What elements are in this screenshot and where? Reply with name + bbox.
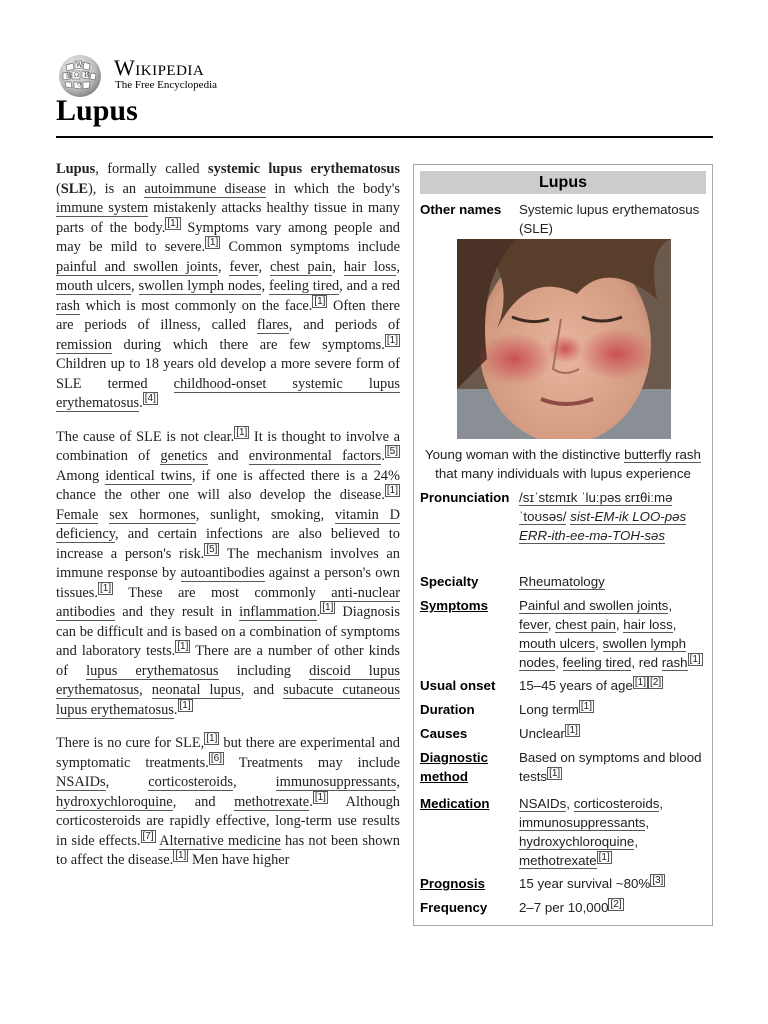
infobox-value-causes (519, 724, 706, 743)
text-run: Long term (519, 702, 579, 717)
infobox-label-causes: Causes (420, 726, 468, 741)
wiki-link[interactable]: NSAIDs (56, 774, 106, 790)
citation[interactable] (98, 582, 113, 595)
wiki-link[interactable]: subacute cutaneous lupus erythematosus (56, 682, 400, 718)
bold-term: SLE (60, 180, 88, 197)
text-run: , if one is affected there is a 24% chance the other one will also develop the disease. (56, 467, 400, 503)
citation[interactable] (320, 601, 335, 614)
text-run: Although corticosteroids are rapidly effective, long-term use results in side effects. (56, 793, 401, 849)
infobox-image-caption (420, 445, 706, 483)
svg-text:ウ: ウ (76, 82, 83, 89)
citation-link[interactable]: [1] (179, 699, 191, 711)
text-run: . (381, 448, 385, 464)
citation[interactable] (204, 732, 219, 745)
wiki-link[interactable]: hair loss (623, 617, 673, 632)
citation[interactable] (633, 676, 648, 689)
text-run: ( (56, 180, 61, 197)
infobox-label-prognosis[interactable]: Prognosis (420, 876, 486, 891)
citation[interactable] (547, 767, 562, 780)
text-run: including (218, 662, 310, 679)
text-run: Common symptoms include (220, 239, 400, 255)
infobox-label-specialty: Specialty (420, 574, 479, 589)
citation-link[interactable]: [1] (177, 641, 189, 653)
text-run: , (566, 796, 574, 811)
infobox-value-specialty (519, 572, 706, 591)
wiki-link[interactable]: /sɪˈstɛmɪk ˈluːpəs ɛrɪθiːməˈtoʊsəs/ (519, 490, 673, 524)
text-run: Based on symptoms and blood tests (519, 750, 702, 784)
wiki-link[interactable]: immune system (56, 200, 149, 216)
citation-link[interactable]: [1] (549, 767, 561, 779)
wikipedia-wordmark[interactable]: Wikipedia (114, 55, 205, 80)
wiki-link[interactable]: methotrexate (234, 793, 310, 810)
wiki-link[interactable]: fever (519, 617, 548, 632)
text-run: , (258, 258, 270, 275)
infobox-row-diagnostic-method (414, 748, 712, 786)
text-run: , (217, 258, 230, 275)
text-run: which is most commonly on the face. (79, 297, 313, 314)
citation-link[interactable]: [1] (206, 733, 218, 745)
citation[interactable] (175, 640, 190, 653)
wiki-link[interactable]: butterfly rash (624, 447, 701, 462)
text-run: ), is an (88, 180, 145, 197)
infobox-title: Lupus (420, 171, 706, 194)
citation[interactable] (205, 236, 220, 249)
text-run: , formally called (95, 161, 209, 177)
infobox-label-medication[interactable]: Medication (420, 796, 490, 811)
text-run: , and (240, 682, 284, 698)
wiki-link[interactable]: Alternative medicine (159, 832, 281, 849)
text-run: , (139, 682, 152, 698)
wiki-link[interactable]: immunosuppressants (519, 815, 646, 830)
wiki-link[interactable]: Rheumatology (519, 574, 605, 589)
citation-link[interactable]: [1] (580, 700, 592, 712)
text-run: against a person's own tissues. (56, 565, 400, 601)
text-run: , (105, 774, 149, 790)
citation[interactable] (178, 699, 193, 712)
article-body (56, 160, 400, 885)
citation-link[interactable]: [1] (314, 791, 326, 803)
citation-link[interactable]: [1] (598, 851, 610, 863)
infobox-value-prognosis (519, 874, 706, 893)
wiki-link[interactable]: NSAIDs (519, 796, 567, 811)
citation-link[interactable]: [1] (167, 217, 179, 229)
citation-link[interactable]: [1] (207, 237, 219, 249)
citation-link[interactable]: [1] (236, 426, 248, 438)
infobox-row-symptoms (414, 596, 712, 672)
text-run: Among (56, 467, 106, 484)
text-run: , sunlight, smoking, (195, 506, 335, 523)
infobox-value-symptoms (519, 596, 706, 672)
text-run (98, 507, 109, 523)
infobox-label-duration: Duration (420, 702, 475, 717)
citation-link[interactable]: [1] (386, 334, 398, 346)
infobox-value-frequency (519, 898, 706, 917)
wiki-link[interactable]: childhood-onset systemic lupus erythematosus (56, 375, 401, 411)
citation[interactable] (234, 426, 249, 439)
text-run: , (595, 636, 603, 651)
wiki-link[interactable]: mouth ulcers (519, 636, 596, 651)
text-run: Unclear (519, 726, 565, 741)
text-run: . (139, 395, 143, 411)
infobox-row-frequency (414, 898, 712, 917)
infobox-row-causes (414, 724, 712, 743)
svg-text:Ω: Ω (74, 72, 79, 79)
wiki-link[interactable]: chest pain (555, 617, 616, 632)
butterfly-rash-photo[interactable] (457, 239, 671, 439)
svg-text:W: W (76, 62, 83, 69)
text-run: in which the body's (266, 180, 400, 197)
wiki-link[interactable]: autoimmune disease (144, 180, 267, 197)
text-run: , (634, 834, 639, 849)
text-run: , (645, 815, 650, 830)
text-run: , (615, 617, 624, 632)
citation-link[interactable]: [3] (652, 874, 664, 886)
bold-term: Lupus (56, 161, 96, 177)
text-run: . (316, 604, 321, 620)
wiki-link[interactable]: mouth ulcers (56, 278, 132, 294)
wiki-link[interactable]: immunosuppressants (275, 774, 397, 790)
citation[interactable] (141, 830, 156, 843)
infobox-row-medication (414, 794, 712, 870)
text-run: , and (172, 793, 235, 810)
wiki-link[interactable]: painful and swollen joints (56, 258, 218, 275)
text-run: There are a number of other kinds of (56, 643, 400, 679)
citation[interactable] (312, 295, 327, 308)
wiki-link[interactable]: inflammation (239, 604, 317, 620)
infobox-label-diagnostic-method[interactable]: Diagnostic method (420, 750, 488, 784)
infobox-row-duration (414, 700, 712, 719)
title-divider (56, 136, 713, 138)
text-run: has not been shown to affect the disease. (56, 832, 400, 868)
wiki-link[interactable]: remission (56, 336, 112, 353)
text-run: mistakenly attacks healthy tissue in many parts of the body. (56, 200, 400, 236)
wiki-link[interactable]: sist-EM-ik LOO-pəs ERR-ith-ee-mə-TOH-səs (519, 509, 687, 543)
citation-link[interactable]: [5] (386, 446, 398, 458)
text-run: Young woman with the distinctive (425, 447, 625, 462)
wiki-link[interactable]: methotrexate (519, 853, 597, 868)
text-run: , and periods of (288, 317, 400, 333)
text-run: There is no cure for SLE, (56, 735, 205, 751)
citation-link[interactable]: [1] (689, 653, 701, 665)
infobox-value-duration (519, 700, 706, 719)
citation-link[interactable]: [1] (314, 295, 326, 307)
text-run: The mechanism involves an immune response by (56, 545, 401, 581)
wiki-link[interactable]: autoantibodies (180, 565, 265, 581)
text-run: and (207, 448, 249, 464)
text-run: It is thought to involve a combination of (56, 428, 400, 464)
wiki-link[interactable]: anti-nuclear antibodies (56, 584, 400, 620)
citation-link[interactable]: [1] (566, 724, 578, 736)
citation-link[interactable]: [1] (99, 582, 112, 594)
text-run: , (261, 278, 269, 294)
wiki-link[interactable]: identical twins (105, 467, 192, 484)
wiki-link[interactable]: Painful and swollen joints (519, 598, 669, 613)
infobox (413, 164, 713, 926)
paragraph-treatment (56, 734, 400, 871)
text-run: Diagnosis can be difficult and is based on a combination of symptoms and laboratory tests. (56, 604, 400, 659)
infobox-value-other-names: Systemic lupus erythematosus (SLE) (519, 202, 700, 236)
citation[interactable] (565, 724, 580, 737)
wiki-link[interactable]: hydroxychloroquine (519, 834, 635, 849)
infobox-row-usual-onset (414, 676, 712, 695)
infobox-label-symptoms[interactable]: Symptoms (420, 598, 488, 613)
text-run: , and certain infections are also believed to increase a person's risk. (56, 526, 400, 562)
infobox-label-pronunciation: Pronunciation (420, 490, 510, 505)
wiki-link[interactable]: discoid lupus erythematosus (56, 662, 400, 698)
wiki-link[interactable]: lupus erythematosus (86, 662, 219, 679)
infobox-label-other-names: Other names (420, 202, 502, 217)
text-run: Symptoms vary among people and may be mild to severe. (56, 219, 401, 255)
citation-link[interactable]: [6] (210, 752, 222, 764)
wikipedia-tagline: The Free Encyclopedia (115, 79, 218, 91)
citation[interactable] (385, 445, 400, 458)
wiki-link[interactable]: Female (56, 506, 99, 523)
text-run: . (173, 701, 178, 718)
wiki-link[interactable]: rash (56, 297, 80, 314)
text-run: , (668, 598, 673, 613)
text-run: 15–45 years of age (519, 678, 633, 693)
wiki-link[interactable]: chest pain (269, 258, 333, 275)
page-title: Lupus (56, 94, 138, 127)
citation[interactable] (204, 543, 219, 556)
infobox-value-usual-onset (519, 676, 706, 695)
wiki-link[interactable]: swollen lymph nodes (519, 636, 687, 670)
infobox-label-frequency: Frequency (420, 900, 488, 915)
text-run: 2–7 per 10,000 (519, 900, 609, 915)
text-run: Children up to 18 years old develop a more severe form of SLE termed (56, 356, 400, 392)
bold-term: systemic lupus erythematosus (208, 161, 401, 177)
wiki-link[interactable]: corticosteroids (573, 796, 660, 811)
citation[interactable] (143, 392, 158, 405)
text-run: during which there are few symptoms. (111, 336, 385, 353)
infobox-value-medication (519, 794, 706, 870)
citation-link[interactable]: [5] (206, 543, 218, 555)
text-run: , and a red (339, 278, 400, 294)
infobox-value-diagnostic-method (519, 748, 706, 786)
infobox-row-specialty (414, 572, 712, 591)
wiki-link[interactable]: hydroxychloroquine (56, 793, 173, 810)
citation[interactable] (173, 849, 188, 862)
infobox-row-other-names (414, 200, 712, 238)
text-run: Men have higher (188, 852, 290, 868)
wiki-link[interactable]: sex hormones (109, 506, 196, 523)
text-run: , (659, 796, 664, 811)
citation-link[interactable]: [1] (386, 485, 398, 497)
citation-link[interactable]: [1] (175, 850, 187, 862)
citation[interactable] (597, 851, 612, 864)
infobox-value-pronunciation (519, 488, 706, 545)
wiki-link[interactable]: feeling tired (268, 278, 340, 294)
paragraph-intro (56, 160, 400, 414)
infobox-row-prognosis (414, 874, 712, 893)
citation[interactable] (165, 217, 180, 230)
wiki-link[interactable]: swollen lymph nodes (138, 278, 262, 294)
citation[interactable] (385, 484, 400, 497)
wiki-link[interactable]: fever (229, 258, 259, 275)
wiki-link[interactable]: neonatal lupus (151, 682, 241, 698)
text-run: , red (631, 655, 662, 670)
text-run: , (547, 617, 556, 632)
text-run: The cause of SLE is not clear. (56, 428, 235, 445)
text-run: , (131, 278, 139, 294)
text-run: , (332, 258, 344, 275)
infobox-row-pronunciation (414, 488, 712, 545)
citation-link[interactable]: [4] (144, 393, 156, 405)
wiki-link[interactable]: vitamin D deficiency (56, 506, 400, 542)
wiki-link[interactable]: flares (256, 317, 289, 333)
citation-link[interactable]: [2] (649, 676, 662, 688)
citation[interactable] (688, 653, 703, 666)
text-run: , (396, 258, 400, 275)
text-run: These are most commonly (113, 584, 332, 601)
infobox-label-usual-onset: Usual onset (420, 678, 496, 693)
svg-text:И: И (84, 72, 90, 79)
text-run: Treatments may include (223, 754, 400, 771)
citation[interactable] (608, 898, 623, 911)
citation[interactable] (209, 752, 224, 765)
citation-link[interactable]: [1] (634, 676, 646, 688)
text-run: Often there are periods of illness, called (56, 297, 400, 333)
wiki-link[interactable]: feeling tired (562, 655, 632, 670)
text-run: but there are experimental and symptomatic treatments. (56, 735, 400, 771)
text-run: , (396, 774, 400, 790)
wiki-link[interactable]: corticosteroids (148, 774, 233, 790)
citation[interactable] (579, 700, 594, 713)
wiki-link[interactable]: environmental factors (248, 448, 382, 464)
text-run: , (672, 617, 677, 632)
citation-link[interactable]: [2] (610, 898, 622, 910)
citation[interactable] (313, 791, 328, 804)
text-run: , (232, 774, 276, 790)
citation[interactable] (648, 676, 663, 689)
citation[interactable] (650, 874, 665, 887)
wiki-link[interactable]: rash (661, 655, 688, 670)
wikipedia-globe-logo[interactable] (56, 53, 104, 99)
text-run: that many individuals with lupus experience (435, 466, 691, 481)
citation-link[interactable]: [7] (142, 830, 154, 842)
paragraph-cause (56, 428, 400, 721)
text-run: . (309, 793, 313, 810)
citation-link[interactable]: [1] (322, 602, 334, 614)
site-header (56, 53, 716, 101)
citation[interactable] (385, 334, 400, 347)
wiki-link[interactable]: hair loss (343, 258, 397, 275)
svg-text:維: 維 (66, 73, 73, 80)
wiki-link[interactable]: genetics (160, 448, 208, 464)
text-run: and they result in (115, 604, 240, 620)
text-run: 15 year survival ~80% (519, 876, 651, 891)
text-run: , (555, 655, 563, 670)
